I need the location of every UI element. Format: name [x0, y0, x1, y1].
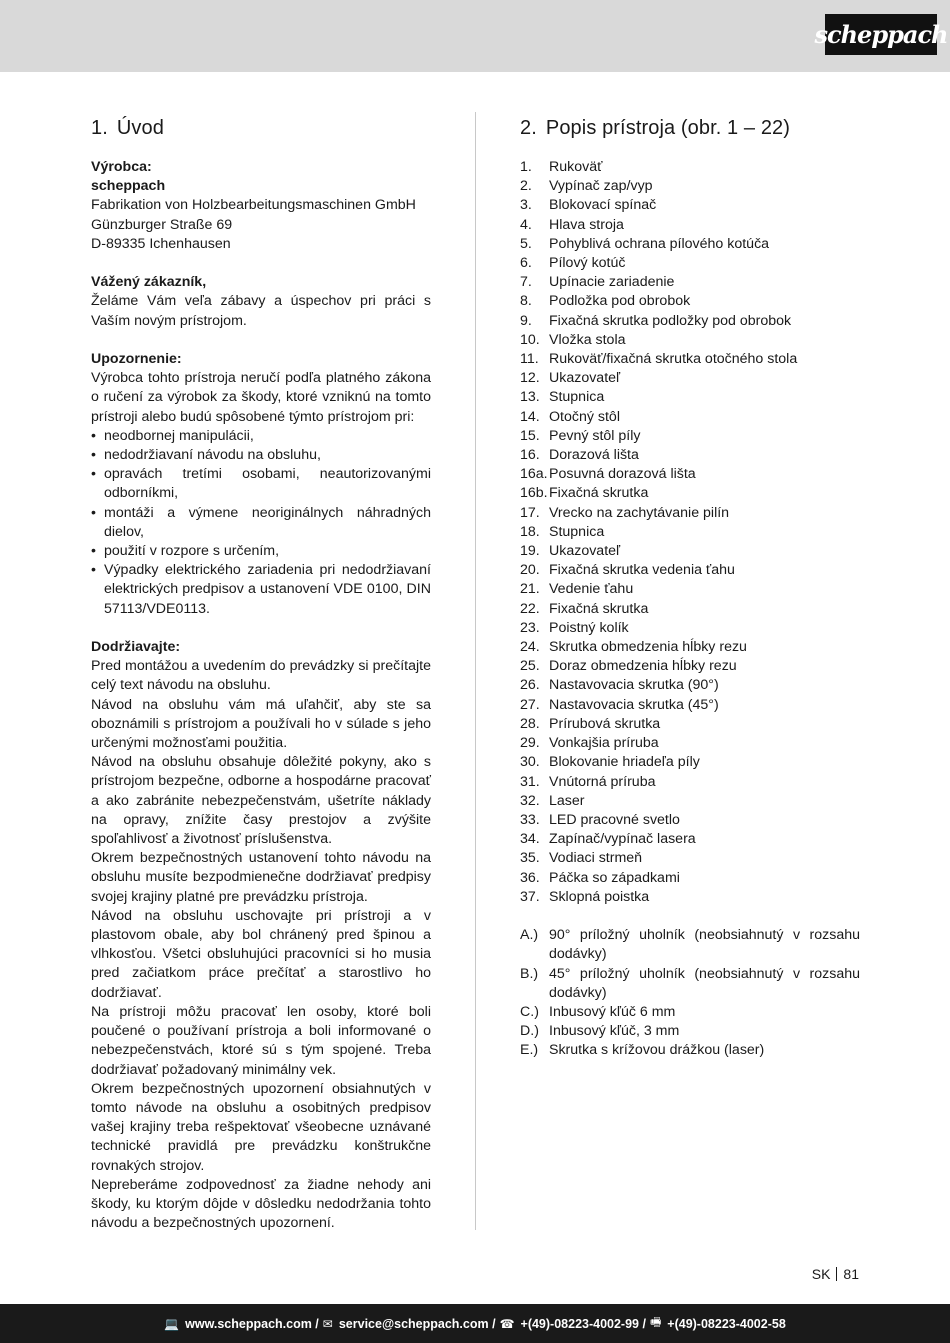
list-item	[520, 753, 860, 772]
item-text: Sklopná poistka	[549, 888, 650, 905]
item-text: Ukazovateľ	[549, 543, 621, 560]
item-number: 17.	[520, 504, 540, 521]
item-number: 16b.	[520, 485, 548, 502]
item-text: Dorazová lišta	[549, 447, 639, 464]
section-heading-description	[520, 116, 860, 140]
item-number: 21.	[520, 581, 540, 598]
paragraph: Okrem bezpečnostných upozornení obsiahnutých v tomto návode na obsluhu a osobitných predpisov vašej krajiny treba rešpektovať všeobecne uznávané technické pravidlá pre prevádzku konštrukčne rovnakých strojov.	[91, 1080, 431, 1174]
list-item	[520, 734, 860, 753]
item-text: Upínacie zariadenie	[549, 274, 675, 291]
list-item	[520, 811, 860, 830]
item-text: Pevný stôl píly	[549, 427, 641, 444]
item-number: 15.	[520, 427, 540, 444]
list-item	[520, 427, 860, 446]
manufacturer-label: Výrobca:	[91, 159, 152, 175]
footer-mail: service@scheppach.com /	[338, 1316, 496, 1331]
item-number: 37.	[520, 888, 540, 905]
list-item	[520, 312, 860, 331]
item-number: 22.	[520, 600, 540, 617]
list-item	[520, 542, 860, 561]
paragraph: Na prístroji môžu pracovať len osoby, ktoré boli poučené o používaní prístroja a boli informované o nebezpečenstvách, ktoré sú s tým spojené. Treba dodržiavať požadovaný minimálny vek.	[91, 1003, 431, 1078]
item-number: C.)	[520, 1003, 539, 1020]
item-text: Laser	[549, 792, 585, 809]
item-text: Stupnica	[549, 523, 605, 540]
item-text: Skrutka s krížovou drážkou (laser)	[549, 1042, 765, 1059]
item-number: 16.	[520, 447, 540, 464]
item-text: Fixačná skrutka vedenia ťahu	[549, 562, 735, 579]
item-text: Nastavovacia skrutka (90°)	[549, 677, 719, 694]
item-text: Vedenie ťahu	[549, 581, 634, 598]
greeting-label: Vážený zákazník,	[91, 274, 207, 291]
manufacturer-block	[91, 158, 431, 254]
item-text: Inbusový kľúč, 3 mm	[549, 1023, 680, 1040]
item-number: 25.	[520, 658, 540, 675]
mail-icon: ✉	[322, 1316, 333, 1331]
footer-band	[0, 1304, 950, 1343]
item-text: Vrecko na zachytávanie pilín	[549, 504, 730, 521]
greeting-block	[91, 273, 431, 331]
item-text: Ukazovateľ	[549, 370, 621, 387]
item-text: Fixačná skrutka	[549, 600, 649, 617]
item-number: 31.	[520, 773, 540, 790]
item-text: Blokovací spínač	[549, 197, 657, 214]
item-number: 24.	[520, 639, 540, 656]
item-text: Vodiaci strmeň	[549, 850, 643, 867]
item-number: 3.	[520, 197, 532, 214]
item-number: 10.	[520, 331, 540, 348]
list-item	[520, 504, 860, 523]
paragraph: Návod na obsluhu vám má uľahčiť, aby ste sa oboznámili s prístrojom a používali ho v súlade s jeho určenými možnosťami použitia.	[91, 696, 431, 752]
list-item: • použití v rozpore s určením,	[91, 542, 431, 561]
list-item	[520, 830, 860, 849]
greeting-text: Želáme Vám veľa zábavy a úspechov pri práci s Vaším novým prístrojom.	[91, 293, 431, 329]
item-number: 26.	[520, 677, 540, 694]
section-heading-intro	[91, 116, 431, 140]
footer-phone: +(49)-08223-4002-99 /	[520, 1316, 646, 1331]
item-text: 45° príložný uholník (neobsiahnutý v rozsahu dodávky)	[549, 965, 860, 1001]
list-item	[520, 696, 860, 715]
list-item	[520, 619, 860, 638]
item-text: Otočný stôl	[549, 408, 620, 425]
language-code: SK	[811, 1266, 831, 1282]
section-title: Úvod	[116, 117, 164, 139]
item-number: 8.	[520, 293, 532, 310]
notice-list	[91, 427, 431, 619]
item-number: 23.	[520, 619, 540, 636]
item-text: Rukoväť/fixačná skrutka otočného stola	[549, 351, 798, 368]
item-number: 19.	[520, 543, 540, 560]
item-number: D.)	[520, 1023, 539, 1040]
item-number: 11.	[520, 351, 539, 368]
section-number: 1.	[91, 117, 108, 139]
accessories-list	[520, 926, 860, 1060]
list-item	[520, 292, 860, 311]
right-column	[520, 116, 860, 1061]
item-text: Páčka so západkami	[549, 869, 680, 886]
list-item	[520, 849, 860, 868]
item-text: Podložka pod obrobok	[549, 293, 691, 310]
list-item	[520, 235, 860, 254]
list-item: • neodbornej manipulácii,	[91, 427, 431, 446]
page-number-value: 81	[843, 1266, 859, 1282]
notice-label: Upozornenie:	[91, 351, 182, 367]
list-item	[520, 580, 860, 599]
item-number: 36.	[520, 869, 540, 886]
list-item	[520, 676, 860, 695]
item-text: Skrutka obmedzenia hĺbky rezu	[549, 639, 747, 656]
item-number: 13.	[520, 389, 540, 406]
section-title: Popis prístroja (obr. 1 – 22)	[545, 117, 791, 139]
item-text: Pohyblivá ochrana pílového kotúča	[549, 235, 770, 252]
list-item	[520, 869, 860, 888]
section-number: 2.	[520, 117, 537, 139]
item-text: Fixačná skrutka	[549, 485, 649, 502]
item-text: Hlava stroja	[549, 216, 624, 233]
list-item	[520, 561, 860, 580]
list-item	[520, 177, 860, 196]
list-item	[520, 657, 860, 676]
list-item	[520, 158, 860, 177]
list-item	[520, 965, 860, 1003]
item-number: 18.	[520, 523, 540, 540]
header-band	[0, 0, 950, 72]
item-text: Vložka stola	[549, 331, 626, 348]
item-text: Vypínač zap/vyp	[549, 178, 653, 195]
list-item	[520, 216, 860, 235]
list-item	[520, 926, 860, 964]
item-number: 5.	[520, 235, 532, 252]
list-item	[520, 254, 860, 273]
item-text: Vnútorná príruba	[549, 773, 656, 790]
parts-list	[520, 158, 860, 907]
list-item	[520, 369, 860, 388]
column-divider	[475, 112, 476, 1230]
item-text: Posuvná dorazová lišta	[549, 466, 696, 483]
item-number: 12.	[520, 370, 540, 387]
item-text: Rukoväť	[549, 159, 603, 175]
observe-block	[91, 638, 431, 1233]
list-item	[520, 388, 860, 407]
item-text: Prírubová skrutka	[549, 715, 661, 732]
item-number: 33.	[520, 811, 540, 828]
list-item	[520, 638, 860, 657]
paragraph: Nepreberáme zodpovednosť za žiadne nehody ani škody, ku ktorým dôjde v dôsledku nedodržania tohto návodu a bezpečnostných upozornení.	[91, 1176, 431, 1232]
list-item	[520, 715, 860, 734]
item-number: 16a.	[520, 466, 548, 483]
manufacturer-line: Fabrikation von Holzbearbeitungsmaschinen GmbH	[91, 197, 416, 214]
phone-icon: ☎	[499, 1316, 515, 1331]
list-item	[520, 331, 860, 350]
list-item	[520, 1022, 860, 1041]
list-item	[520, 196, 860, 215]
list-item	[520, 408, 860, 427]
fax-icon: 🖷	[649, 1315, 662, 1329]
item-number: 20.	[520, 562, 540, 579]
item-text: Poistný kolík	[549, 619, 629, 636]
paragraph: Okrem bezpečnostných ustanovení tohto návodu na obsluhu musíte bezpodmienečne dodržiavať predpisy svojej krajiny platné pre prevádzku prístroja.	[91, 850, 431, 905]
item-number: 14.	[520, 408, 540, 425]
item-number: 29.	[520, 735, 540, 752]
list-item	[520, 446, 860, 465]
item-text: 90° príložný uholník (neobsiahnutý v rozsahu dodávky)	[549, 927, 860, 963]
paragraph: Návod na obsluhu uschovajte pri prístroji a v plastovom obale, aby bol chránený pred špinou a vlhkosťou. Všetci obsluhujúci pracovníci si ho musia pred začiatkom práce prečítať a starostlivo ho dodržiavať.	[91, 907, 431, 1001]
list-item	[520, 888, 860, 907]
list-item	[520, 273, 860, 292]
list-item	[520, 523, 860, 542]
item-number: A.)	[520, 927, 539, 944]
item-text: Blokovanie hriadeľa píly	[549, 754, 700, 771]
manufacturer-name: scheppach	[91, 178, 166, 195]
item-number: 2.	[520, 178, 532, 195]
item-number: B.)	[520, 965, 539, 982]
paragraph: Návod na obsluhu obsahuje dôležité pokyny, ako s prístrojom bezpečne, odborne a hospodárne pracovať a ako zabránite nebezpečenstvám, ušetríte náklady na opravy, znížite časy prestojov a zvýšite spoľahlivosť a životnosť príslušenstva.	[91, 754, 431, 848]
list-item: • montáži a výmene neoriginálnych náhradných dielov,	[91, 504, 431, 542]
item-number: 35.	[520, 850, 540, 867]
notice-intro: Výrobca tohto prístroja neručí podľa platného zákona o ručení za výrobok za škody, ktoré vzniknú na tomto prístroji alebo budú spôsobené týmto prístrojom pri:	[91, 370, 431, 425]
item-text: Nastavovacia skrutka (45°)	[549, 696, 719, 713]
list-item	[520, 465, 860, 484]
item-text: Vonkajšia príruba	[549, 735, 659, 752]
list-item	[520, 350, 860, 369]
manufacturer-line: D-89335 Ichenhausen	[91, 235, 231, 252]
list-item: • Výpadky elektrického zariadenia pri nedodržiavaní elektrických predpisov a ustanovení VDE 0100, DIN 57113/VDE0113.	[91, 561, 431, 619]
item-text: Fixačná skrutka podložky pod obrobok	[549, 312, 792, 329]
item-text: Pílový kotúč	[549, 255, 626, 272]
item-number: 34.	[520, 831, 540, 848]
scheppach-logo: scheppach	[825, 14, 937, 55]
list-item	[520, 773, 860, 792]
item-text: Zapínač/vypínač lasera	[549, 831, 696, 848]
item-number: 7.	[520, 274, 532, 291]
item-number: 27.	[520, 696, 540, 713]
footer-fax: +(49)-08223-4002-58	[667, 1316, 786, 1331]
list-item: • opravách tretími osobami, neautorizovanými odborníkmi,	[91, 465, 431, 503]
footer-web: www.scheppach.com /	[185, 1316, 319, 1331]
item-number: 30.	[520, 754, 540, 771]
list-item	[520, 1003, 860, 1022]
page-number	[812, 1265, 859, 1283]
item-number: 6.	[520, 255, 532, 272]
list-item	[520, 792, 860, 811]
item-text: Stupnica	[549, 389, 605, 406]
item-number: 32.	[520, 792, 540, 809]
item-text: Inbusový kľúč 6 mm	[549, 1003, 676, 1020]
list-item	[520, 1041, 860, 1060]
notice-block	[91, 350, 431, 619]
computer-icon: 💻	[164, 1316, 180, 1331]
observe-label: Dodržiavajte:	[91, 639, 181, 656]
item-number: 9.	[520, 312, 532, 329]
left-column	[91, 116, 431, 1233]
item-number: 4.	[520, 216, 532, 233]
manufacturer-line: Günzburger Straße 69	[91, 216, 233, 233]
item-text: Doraz obmedzenia hĺbky rezu	[549, 658, 737, 675]
list-item: • nedodržiavaní návodu na obsluhu,	[91, 446, 431, 465]
item-number: 1.	[520, 159, 532, 175]
paragraph: Pred montážou a uvedením do prevádzky si prečítajte celý text návodu na obsluhu.	[91, 658, 431, 694]
list-item	[520, 484, 860, 503]
item-text: LED pracovné svetlo	[549, 811, 680, 828]
item-number: E.)	[520, 1042, 539, 1059]
item-number: 28.	[520, 715, 540, 732]
list-item	[520, 600, 860, 619]
